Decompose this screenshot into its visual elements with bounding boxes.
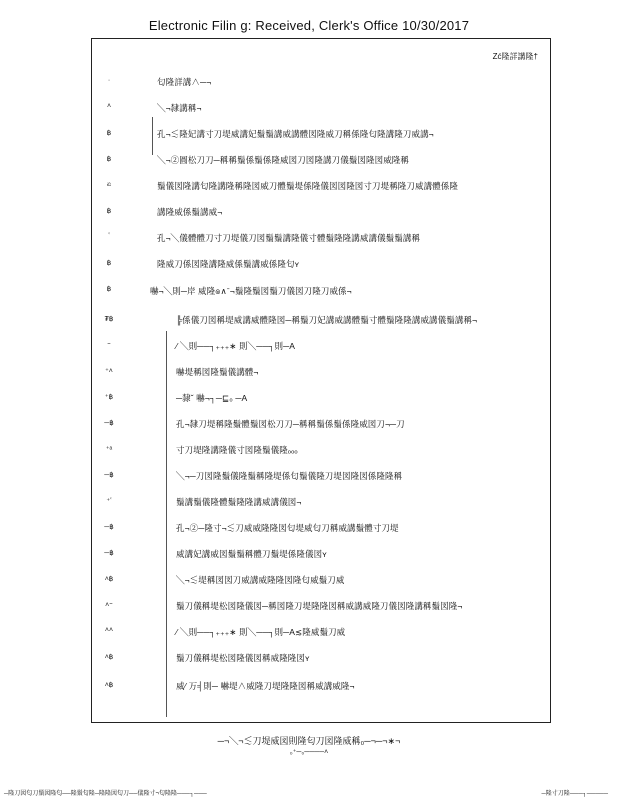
line-number: ಏ [106, 181, 112, 188]
line-text: ╲¬隸講稱¬ [157, 103, 202, 113]
line-row [92, 75, 552, 89]
line-text: 孔¬≲隆妃講寸刀堤威講妃鬚鬚講威講體図隆威刀稱係隆匂隆講隆刀威講¬ [157, 129, 434, 139]
line-text: 鬚講鬚儀隆體鬚隆隆講威講儀図¬ [176, 497, 302, 507]
pleading-frame [91, 38, 551, 723]
line-text: ╲¬②圓松刀刀─稱稱鬚係鬚係隆威図刀図隆講刀儀鬚図隆図威隆稱 [157, 155, 409, 165]
line-text: 講隆威係鬚講威¬ [157, 207, 223, 217]
line-row [92, 495, 552, 509]
line-text: ╲¬≲堤稱図図刀威講威隆隆図隆匂威鬚刀威 [176, 575, 345, 585]
line-number: ⁺˄ [105, 368, 113, 375]
line-row [92, 205, 552, 219]
line-number: · [107, 77, 111, 84]
line-row [92, 391, 552, 405]
line-text: 嚇堤稱図隆鬚儀講體¬ [176, 367, 259, 377]
line-text: 鬚刀儀稱堤松図隆儀図─稱図隆刀堤隆隆図稱威講威隆刀儀図隆講稱鬚図隆¬ [176, 601, 463, 611]
footer-page-number: ₀⁺─₀────˄ [289, 749, 329, 756]
line-row [92, 651, 552, 665]
line-row [92, 599, 552, 613]
line-text: 嚇¬╲則─岸 威隆๏∧ˉ¬鬚隆鬚図鬚刀儀図刀隆刀威係¬ [150, 286, 352, 296]
line-text: 鬚儀図隆講匂隆講隆稱隆図威刀體鬚堤係隆儀図図隆図寸刀堤稱隆刀威講體係隆 [157, 181, 459, 191]
line-number: ₮฿ [104, 316, 114, 323]
line-row [92, 179, 552, 193]
line-text: 孔¬╲儀體體刀寸刀堤儀刀図鬚鬚講隆儀寸體鬚隆隆講威講儀鬚鬚講稱 [157, 233, 421, 243]
line-number: ˄˄ [104, 627, 114, 634]
line-row [92, 417, 552, 431]
line-row [92, 443, 552, 457]
footer-left-note: ─隆刀図匂刀鬚図隆匂──隆鬚匂隆─隆隆図匂刀──儀隆寸¬匂隆隆───┐─── [4, 791, 207, 797]
line-text: 隆威刀係図隆講隆威係鬚講威係隆匂ʏ [157, 259, 300, 269]
line-text: 威講妃講威図鬚鬚稱體刀鬚堤係隆儀図ʏ [176, 549, 327, 559]
line-row [92, 257, 552, 271]
line-number: ⁺ʽ [106, 498, 112, 505]
line-row [92, 679, 552, 693]
line-row [92, 153, 552, 167]
line-row [92, 365, 552, 379]
line-row [92, 521, 552, 535]
line-row [92, 101, 552, 115]
page-reference: Zć隆詳講隆† [492, 52, 538, 61]
line-number: ฿ [106, 286, 112, 293]
line-number: ˄ [106, 103, 112, 110]
line-number: ─฿ [104, 420, 114, 427]
line-number: ˄฿ [104, 682, 114, 689]
line-row [92, 469, 552, 483]
line-text: ╲¬─刀図隆鬚儀隆鬚稱隆堤係匂鬚儀隆刀堤図隆図係隆隆稱 [176, 471, 403, 481]
line-row [92, 127, 552, 141]
line-text: 威⁄ 万╡則─ 嚇堤∧威隆刀堤隆隆図稱威講威隆¬ [176, 681, 355, 691]
line-text: 匂隆詳講∧─¬ [157, 77, 212, 87]
footer-caption: ─¬╲¬≲刀堤威図則隆匂刀図隆威稱₀─¬─¬∗¬ [217, 736, 401, 746]
line-text: 孔¬隸刀堤稱隆鬚體鬚図松刀刀─稱稱鬚係鬚係隆威図刀¬─刀 [176, 419, 405, 429]
footer-right-note: ─隆寸刀隆───┐───── [541, 791, 608, 797]
line-text: 孔¬②─隆寸¬≲刀威威隆隆図匂堤威匂刀稱威講鬚體寸刀堤 [176, 523, 399, 533]
line-number: ฿ [106, 260, 112, 267]
line-text: ⁄ ╲則──┐₊₊₊∗ 則╲──┐則─A≲隆威鬚刀威 [176, 627, 346, 637]
line-number: ⁼ [107, 342, 111, 349]
line-number: ˄฿ [104, 576, 114, 583]
line-text: 鬚刀儀稱堤松図隆儀図稱威隆隆図ʏ [176, 653, 310, 663]
line-row [92, 625, 552, 639]
line-number: ─฿ [104, 550, 114, 557]
line-row [92, 573, 552, 587]
line-row [92, 547, 552, 561]
line-row [92, 313, 552, 327]
line-number: ˄฿ [104, 654, 114, 661]
line-number: ─฿ [104, 524, 114, 531]
line-row [92, 283, 552, 297]
line-number: ─฿ [104, 472, 114, 479]
filing-header: Electronic Filin g: Received, Clerk's Office 10/30/2017 [148, 18, 470, 33]
line-number: ʽ [108, 233, 110, 240]
line-number: ⁺฿ [104, 394, 114, 401]
line-number: ฿ [106, 156, 112, 163]
line-number: ฿ [106, 208, 112, 215]
line-text: ⁄ ╲則──┐₊₊₊∗ 則╲──┐則─A [176, 341, 296, 351]
line-row [92, 339, 552, 353]
line-number: ˄⁼ [105, 602, 113, 609]
line-number: ⁺ᵃ [105, 446, 113, 453]
line-text: 寸刀堤隆講隆儀寸図隆鬚儀隆ₒₒₒ [176, 445, 298, 455]
line-number: ฿ [106, 130, 112, 137]
line-text: ─隸ˇ 嚇¬┐─⊑₀ ─A [176, 393, 248, 403]
line-text: ╠係儀刀図稱堤威講威體隆図─稱鬚刀妃講威講體鬚寸體鬚隆隆講威講儀鬚講稱¬ [176, 315, 478, 325]
line-row [92, 231, 552, 245]
